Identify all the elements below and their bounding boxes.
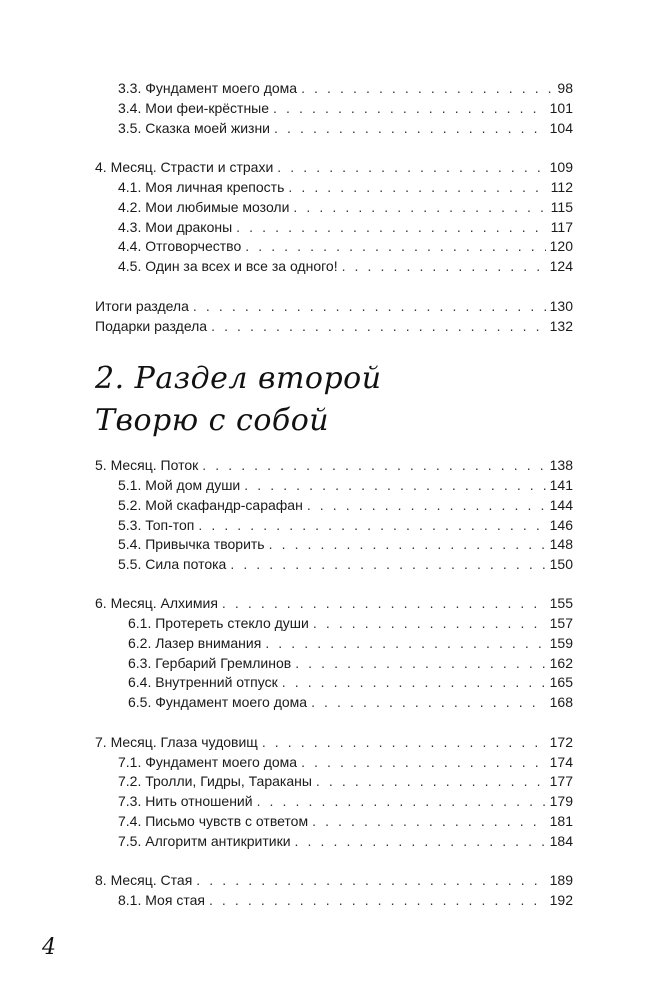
toc-entry — [95, 198, 573, 216]
toc-entry — [95, 79, 573, 97]
toc-entry-label: 6.5. Фундамент моего дома — [128, 694, 308, 710]
toc-entry-page: 146 — [549, 517, 573, 533]
toc-entry — [95, 516, 573, 534]
leader-dots — [316, 772, 546, 790]
toc-entry-page: 179 — [549, 793, 573, 809]
toc-entry — [95, 654, 573, 672]
leader-dots — [301, 79, 553, 97]
toc-chapter — [95, 733, 573, 751]
toc-entry-page: 144 — [549, 497, 573, 513]
leader-dots — [301, 753, 546, 771]
leader-dots — [209, 891, 546, 909]
leader-dots — [230, 555, 545, 573]
toc-entry-page: 155 — [549, 595, 573, 611]
leader-dots — [295, 832, 546, 850]
leader-dots — [277, 158, 545, 176]
toc-entry-label: 4.5. Один за всех и все за одного! — [118, 258, 338, 274]
toc-entry — [95, 555, 573, 573]
toc-entry — [95, 178, 573, 196]
toc-entry — [95, 673, 573, 691]
leader-dots — [193, 297, 546, 315]
toc-entry-label: 6. Месяц. Алхимия — [95, 595, 218, 611]
toc-entry-page: 150 — [549, 556, 573, 572]
toc-entry-label: 4. Месяц. Страсти и страхи — [95, 159, 274, 175]
leader-dots — [222, 594, 546, 612]
leader-dots — [198, 516, 545, 534]
toc-entry-page: 172 — [549, 734, 573, 750]
toc-entry-label: 5.5. Сила потока — [118, 556, 227, 572]
leader-dots — [288, 178, 546, 196]
toc-entry-page: 174 — [549, 754, 573, 770]
toc-entry-label: 3.4. Мои феи-крёстные — [118, 100, 270, 116]
leader-dots — [257, 792, 546, 810]
toc-entry-page: 117 — [550, 219, 573, 235]
toc-chapter — [95, 594, 573, 612]
leader-dots — [307, 496, 546, 514]
toc-entry-label: 4.3. Мои драконы — [118, 219, 233, 235]
leader-dots — [342, 257, 546, 275]
toc-chapter — [95, 158, 573, 176]
toc-entry-page: 181 — [549, 813, 573, 829]
toc-entry — [95, 257, 573, 275]
toc-entry-label: 7.4. Письмо чувств с ответом — [118, 813, 309, 829]
toc-entry-page: 120 — [549, 238, 573, 254]
toc-entry — [95, 634, 573, 652]
toc-chapter — [95, 317, 573, 335]
toc-entry-label: Подарки раздела — [95, 318, 208, 334]
toc-entry-label: 4.2. Мои любимые мозоли — [118, 199, 290, 215]
toc-entry-page: 189 — [549, 872, 573, 888]
section-heading-line1: 2. Раздел второй — [95, 361, 382, 396]
toc-entry-label: 7.5. Алгоритм антикритики — [118, 833, 291, 849]
leader-dots — [295, 654, 545, 672]
toc-entry-label: 6.2. Лазер внимания — [128, 635, 262, 651]
toc-entry-label: 5.2. Мой скафандр-сарафан — [118, 497, 303, 513]
toc-entry — [95, 99, 573, 117]
toc-entry-label: 7. Месяц. Глаза чудовищ — [95, 734, 258, 750]
leader-dots — [311, 693, 546, 711]
toc-entry-page: 168 — [549, 694, 573, 710]
toc-entry-page: 112 — [550, 179, 573, 195]
toc-entry-page: 109 — [549, 159, 573, 175]
toc-entry-label: 3.3. Фундамент моего дома — [118, 80, 298, 96]
toc-entry — [95, 832, 573, 850]
toc-entry-page: 104 — [549, 120, 573, 136]
leader-dots — [236, 218, 547, 236]
leader-dots — [196, 871, 545, 889]
toc-entry-page: 124 — [549, 258, 573, 274]
toc-chapter — [95, 456, 573, 474]
toc-entry-page: 98 — [557, 80, 573, 96]
toc-entry-label: 5.4. Привычка творить — [118, 536, 265, 552]
toc-entry — [95, 792, 573, 810]
toc-entry-page: 130 — [549, 298, 573, 314]
leader-dots — [274, 119, 546, 137]
leader-dots — [313, 614, 546, 632]
toc-entry-label: 4.1. Моя личная крепость — [118, 179, 285, 195]
leader-dots — [269, 535, 546, 553]
toc-chapter — [95, 297, 573, 315]
toc-entry-page: 115 — [550, 199, 573, 215]
toc-chapter — [95, 871, 573, 889]
toc-entry-label: 5. Месяц. Поток — [95, 457, 199, 473]
leader-dots — [244, 476, 545, 494]
toc-entry — [95, 614, 573, 632]
toc-entry-label: 4.4. Отговорчество — [118, 238, 242, 254]
toc-entry-page: 157 — [549, 615, 573, 631]
toc-entry — [95, 119, 573, 137]
toc-entry-page: 141 — [549, 477, 573, 493]
toc-entry — [95, 753, 573, 771]
leader-dots — [273, 99, 546, 117]
page-number: 4 — [42, 935, 56, 960]
toc-entry-page: 138 — [549, 457, 573, 473]
leader-dots — [202, 456, 545, 474]
toc-entry-page: 148 — [549, 536, 573, 552]
toc-entry-label: 6.3. Гербарий Гремлинов — [128, 655, 292, 671]
toc-entry — [95, 496, 573, 514]
toc-entry-label: 6.1. Протереть стекло души — [128, 615, 309, 631]
toc-entry-page: 165 — [549, 674, 573, 690]
toc-entry-label: 8. Месяц. Стая — [95, 872, 193, 888]
toc-entry — [95, 772, 573, 790]
toc-entry — [95, 476, 573, 494]
toc-entry — [95, 891, 573, 909]
toc-entry — [95, 237, 573, 255]
leader-dots — [293, 198, 546, 216]
toc-entry — [95, 693, 573, 711]
leader-dots — [312, 812, 546, 830]
toc-entry — [95, 812, 573, 830]
toc-entry-page: 159 — [549, 635, 573, 651]
toc-entry-label: 5.3. Топ-топ — [118, 517, 195, 533]
toc-entry-label: 6.4. Внутренний отпуск — [128, 674, 278, 690]
toc-entry-page: 177 — [549, 773, 573, 789]
toc-entry-page: 132 — [549, 318, 573, 334]
toc-entry — [95, 535, 573, 553]
section-heading-line2: Творю с собой — [95, 403, 330, 438]
toc-entry-page: 162 — [549, 655, 573, 671]
toc-entry-label: 3.5. Сказка моей жизни — [118, 120, 271, 136]
toc-entry — [95, 218, 573, 236]
leader-dots — [245, 237, 545, 255]
toc-entry-page: 184 — [549, 833, 573, 849]
toc-entry-page: 192 — [549, 892, 573, 908]
toc-entry-label: 8.1. Моя стая — [118, 892, 205, 908]
toc-entry-label: 7.2. Тролли, Гидры, Тараканы — [118, 773, 312, 789]
toc-entry-label: 7.3. Нить отношений — [118, 793, 253, 809]
toc-entry-page: 101 — [549, 100, 573, 116]
leader-dots — [262, 733, 546, 751]
toc-entry-label: 5.1. Мой дом души — [118, 477, 241, 493]
toc-entry-label: 7.1. Фундамент моего дома — [118, 754, 298, 770]
leader-dots — [265, 634, 545, 652]
toc-entry-label: Итоги раздела — [95, 298, 189, 314]
leader-dots — [211, 317, 546, 335]
leader-dots — [282, 673, 546, 691]
